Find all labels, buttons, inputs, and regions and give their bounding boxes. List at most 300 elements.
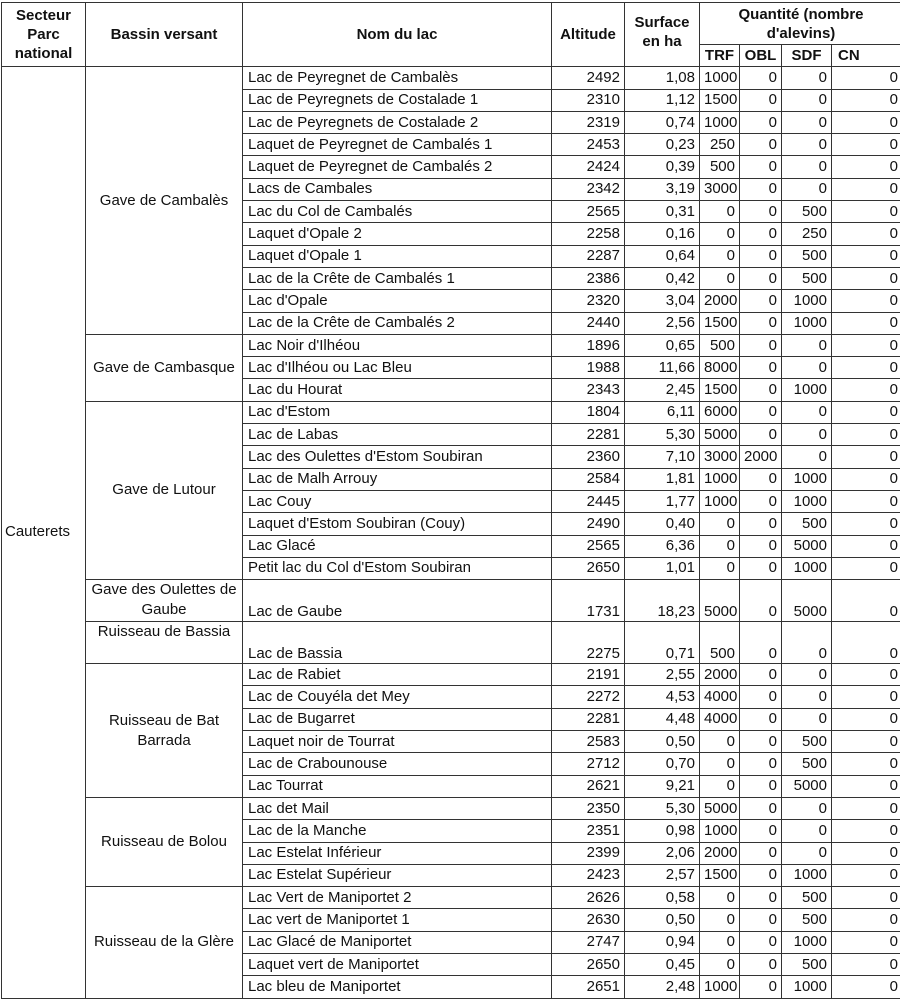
sdf-cell: 1000 bbox=[782, 976, 832, 998]
trf-cell: 2000 bbox=[700, 290, 740, 312]
sdf-cell: 500 bbox=[782, 513, 832, 535]
altitude-cell: 2747 bbox=[552, 931, 625, 953]
sdf-cell: 1000 bbox=[782, 490, 832, 512]
altitude-cell: 2565 bbox=[552, 535, 625, 557]
obl-cell: 0 bbox=[740, 468, 782, 490]
sdf-cell: 0 bbox=[782, 111, 832, 133]
altitude-cell: 2440 bbox=[552, 312, 625, 334]
altitude-cell: 2424 bbox=[552, 156, 625, 178]
altitude-cell: 2626 bbox=[552, 887, 625, 909]
obl-cell: 0 bbox=[740, 557, 782, 579]
surface-cell: 1,01 bbox=[625, 557, 700, 579]
altitude-cell: 2583 bbox=[552, 731, 625, 753]
trf-cell: 6000 bbox=[700, 401, 740, 423]
obl-cell: 0 bbox=[740, 379, 782, 401]
altitude-cell: 2360 bbox=[552, 446, 625, 468]
sdf-cell: 5000 bbox=[782, 535, 832, 557]
obl-cell: 0 bbox=[740, 156, 782, 178]
obl-cell: 0 bbox=[740, 775, 782, 797]
surface-cell: 0,42 bbox=[625, 267, 700, 289]
altitude-cell: 2584 bbox=[552, 468, 625, 490]
surface-cell: 2,55 bbox=[625, 664, 700, 686]
obl-cell: 0 bbox=[740, 664, 782, 686]
obl-cell: 0 bbox=[740, 267, 782, 289]
lake-name-cell: Lac de la Crête de Cambalés 1 bbox=[243, 267, 552, 289]
trf-cell: 3000 bbox=[700, 178, 740, 200]
surface-cell: 1,81 bbox=[625, 468, 700, 490]
sdf-cell: 0 bbox=[782, 664, 832, 686]
cn-cell: 0 bbox=[832, 89, 900, 111]
lake-name-cell: Lac Tourrat bbox=[243, 775, 552, 797]
cn-cell: 0 bbox=[832, 401, 900, 423]
altitude-cell: 2490 bbox=[552, 513, 625, 535]
trf-cell: 0 bbox=[700, 201, 740, 223]
table-row bbox=[2, 797, 900, 819]
surface-cell: 0,98 bbox=[625, 820, 700, 842]
table-row bbox=[2, 887, 900, 909]
cn-cell: 0 bbox=[832, 953, 900, 975]
surface-cell: 2,48 bbox=[625, 976, 700, 998]
header-lac: Nom du lac bbox=[243, 3, 552, 67]
obl-cell: 0 bbox=[740, 686, 782, 708]
lake-name-cell: Lac du Col de Cambalés bbox=[243, 201, 552, 223]
cn-cell: 0 bbox=[832, 864, 900, 886]
altitude-cell: 2492 bbox=[552, 67, 625, 89]
surface-cell: 0,50 bbox=[625, 731, 700, 753]
sdf-cell: 0 bbox=[782, 686, 832, 708]
table-row bbox=[2, 401, 900, 423]
altitude-cell: 2650 bbox=[552, 557, 625, 579]
header-secteur: Secteur Parc national bbox=[2, 3, 86, 67]
trf-cell: 0 bbox=[700, 887, 740, 909]
obl-cell: 0 bbox=[740, 864, 782, 886]
sdf-cell: 0 bbox=[782, 67, 832, 89]
surface-cell: 0,40 bbox=[625, 513, 700, 535]
altitude-cell: 2342 bbox=[552, 178, 625, 200]
cn-cell: 0 bbox=[832, 490, 900, 512]
lake-name-cell: Laquet d'Opale 1 bbox=[243, 245, 552, 267]
sdf-cell: 1000 bbox=[782, 468, 832, 490]
lake-name-cell: Lac de Gaube bbox=[243, 580, 552, 622]
lake-name-cell: Lac du Hourat bbox=[243, 379, 552, 401]
altitude-cell: 2351 bbox=[552, 820, 625, 842]
cn-cell: 0 bbox=[832, 797, 900, 819]
obl-cell: 0 bbox=[740, 708, 782, 730]
trf-cell: 4000 bbox=[700, 708, 740, 730]
surface-cell: 5,30 bbox=[625, 424, 700, 446]
obl-cell: 0 bbox=[740, 931, 782, 953]
bassin-cell: Gave de Lutour bbox=[86, 401, 243, 579]
cn-cell: 0 bbox=[832, 909, 900, 931]
header-altitude: Altitude bbox=[552, 3, 625, 67]
sdf-cell: 500 bbox=[782, 953, 832, 975]
trf-cell: 250 bbox=[700, 134, 740, 156]
bassin-cell: Gave de Cambasque bbox=[86, 334, 243, 401]
sdf-cell: 500 bbox=[782, 731, 832, 753]
altitude-cell: 1731 bbox=[552, 580, 625, 622]
trf-cell: 1500 bbox=[700, 864, 740, 886]
trf-cell: 5000 bbox=[700, 424, 740, 446]
obl-cell: 0 bbox=[740, 334, 782, 356]
altitude-cell: 1804 bbox=[552, 401, 625, 423]
lake-name-cell: Lacs de Cambales bbox=[243, 178, 552, 200]
header-obl: OBL bbox=[740, 45, 782, 67]
surface-cell: 4,48 bbox=[625, 708, 700, 730]
trf-cell: 0 bbox=[700, 753, 740, 775]
cn-cell: 0 bbox=[832, 622, 900, 664]
lake-name-cell: Lac Couy bbox=[243, 490, 552, 512]
trf-cell: 0 bbox=[700, 557, 740, 579]
lakes-stocking-table bbox=[1, 2, 900, 999]
trf-cell: 1500 bbox=[700, 379, 740, 401]
cn-cell: 0 bbox=[832, 820, 900, 842]
cn-cell: 0 bbox=[832, 201, 900, 223]
sdf-cell: 1000 bbox=[782, 290, 832, 312]
bassin-cell: Gave des Oulettes de Gaube bbox=[86, 580, 243, 622]
header-trf: TRF bbox=[700, 45, 740, 67]
cn-cell: 0 bbox=[832, 580, 900, 622]
trf-cell: 0 bbox=[700, 267, 740, 289]
trf-cell: 0 bbox=[700, 953, 740, 975]
trf-cell: 0 bbox=[700, 775, 740, 797]
altitude-cell: 2423 bbox=[552, 864, 625, 886]
altitude-cell: 2281 bbox=[552, 424, 625, 446]
lake-name-cell: Lac de Rabiet bbox=[243, 664, 552, 686]
obl-cell: 0 bbox=[740, 797, 782, 819]
cn-cell: 0 bbox=[832, 842, 900, 864]
obl-cell: 0 bbox=[740, 887, 782, 909]
trf-cell: 1000 bbox=[700, 490, 740, 512]
sdf-cell: 0 bbox=[782, 134, 832, 156]
lake-name-cell: Laquet d'Opale 2 bbox=[243, 223, 552, 245]
altitude-cell: 2319 bbox=[552, 111, 625, 133]
obl-cell: 0 bbox=[740, 178, 782, 200]
trf-cell: 2000 bbox=[700, 842, 740, 864]
lake-name-cell: Lac Glacé bbox=[243, 535, 552, 557]
altitude-cell: 2651 bbox=[552, 976, 625, 998]
obl-cell: 0 bbox=[740, 424, 782, 446]
lake-name-cell: Laquet de Peyregnet de Cambalés 1 bbox=[243, 134, 552, 156]
trf-cell: 0 bbox=[700, 535, 740, 557]
sdf-cell: 500 bbox=[782, 887, 832, 909]
lake-name-cell: Lac Noir d'Ilhéou bbox=[243, 334, 552, 356]
trf-cell: 1000 bbox=[700, 111, 740, 133]
lake-name-cell: Lac Estelat Inférieur bbox=[243, 842, 552, 864]
cn-cell: 0 bbox=[832, 468, 900, 490]
trf-cell: 2000 bbox=[700, 664, 740, 686]
altitude-cell: 2281 bbox=[552, 708, 625, 730]
cn-cell: 0 bbox=[832, 290, 900, 312]
obl-cell: 0 bbox=[740, 111, 782, 133]
cn-cell: 0 bbox=[832, 267, 900, 289]
surface-cell: 0,45 bbox=[625, 953, 700, 975]
lake-name-cell: Lac d'Ilhéou ou Lac Bleu bbox=[243, 357, 552, 379]
lake-name-cell: Lac det Mail bbox=[243, 797, 552, 819]
altitude-cell: 2350 bbox=[552, 797, 625, 819]
header-bassin: Bassin versant bbox=[86, 3, 243, 67]
altitude-cell: 2272 bbox=[552, 686, 625, 708]
bassin-cell: Ruisseau de Bassia bbox=[86, 622, 243, 664]
sdf-cell: 1000 bbox=[782, 931, 832, 953]
sdf-cell: 0 bbox=[782, 178, 832, 200]
surface-cell: 0,23 bbox=[625, 134, 700, 156]
cn-cell: 0 bbox=[832, 931, 900, 953]
altitude-cell: 2191 bbox=[552, 664, 625, 686]
obl-cell: 0 bbox=[740, 753, 782, 775]
cn-cell: 0 bbox=[832, 245, 900, 267]
surface-cell: 0,31 bbox=[625, 201, 700, 223]
altitude-cell: 2445 bbox=[552, 490, 625, 512]
surface-cell: 0,50 bbox=[625, 909, 700, 931]
surface-cell: 2,57 bbox=[625, 864, 700, 886]
trf-cell: 0 bbox=[700, 223, 740, 245]
surface-cell: 0,70 bbox=[625, 753, 700, 775]
surface-cell: 5,30 bbox=[625, 797, 700, 819]
trf-cell: 3000 bbox=[700, 446, 740, 468]
sdf-cell: 5000 bbox=[782, 580, 832, 622]
altitude-cell: 2453 bbox=[552, 134, 625, 156]
cn-cell: 0 bbox=[832, 557, 900, 579]
obl-cell: 0 bbox=[740, 134, 782, 156]
trf-cell: 0 bbox=[700, 731, 740, 753]
obl-cell: 0 bbox=[740, 290, 782, 312]
altitude-cell: 1988 bbox=[552, 357, 625, 379]
obl-cell: 0 bbox=[740, 223, 782, 245]
lake-name-cell: Lac de Bassia bbox=[243, 622, 552, 664]
lake-name-cell: Lac vert de Maniportet 1 bbox=[243, 909, 552, 931]
bassin-cell: Gave de Cambalès bbox=[86, 67, 243, 335]
obl-cell: 0 bbox=[740, 67, 782, 89]
sdf-cell: 5000 bbox=[782, 775, 832, 797]
trf-cell: 0 bbox=[700, 931, 740, 953]
surface-cell: 0,64 bbox=[625, 245, 700, 267]
trf-cell: 0 bbox=[700, 245, 740, 267]
surface-cell: 6,36 bbox=[625, 535, 700, 557]
surface-cell: 2,56 bbox=[625, 312, 700, 334]
lake-name-cell: Lac de Peyregnet de Cambalès bbox=[243, 67, 552, 89]
header-cn: CN bbox=[832, 45, 900, 67]
altitude-cell: 2630 bbox=[552, 909, 625, 931]
lake-name-cell: Lac Vert de Maniportet 2 bbox=[243, 887, 552, 909]
table-body bbox=[2, 67, 900, 998]
altitude-cell: 1896 bbox=[552, 334, 625, 356]
trf-cell: 1000 bbox=[700, 67, 740, 89]
lake-name-cell: Lac Estelat Supérieur bbox=[243, 864, 552, 886]
surface-cell: 0,74 bbox=[625, 111, 700, 133]
cn-cell: 0 bbox=[832, 753, 900, 775]
lake-name-cell: Laquet de Peyregnet de Cambalés 2 bbox=[243, 156, 552, 178]
trf-cell: 5000 bbox=[700, 580, 740, 622]
cn-cell: 0 bbox=[832, 976, 900, 998]
surface-cell: 1,77 bbox=[625, 490, 700, 512]
trf-cell: 1000 bbox=[700, 820, 740, 842]
lake-name-cell: Lac des Oulettes d'Estom Soubiran bbox=[243, 446, 552, 468]
table-row bbox=[2, 334, 900, 356]
obl-cell: 0 bbox=[740, 513, 782, 535]
obl-cell: 0 bbox=[740, 490, 782, 512]
obl-cell: 2000 bbox=[740, 446, 782, 468]
lake-name-cell: Lac de Peyregnets de Costalade 2 bbox=[243, 111, 552, 133]
cn-cell: 0 bbox=[832, 334, 900, 356]
lake-name-cell: Lac bleu de Maniportet bbox=[243, 976, 552, 998]
obl-cell: 0 bbox=[740, 535, 782, 557]
lake-name-cell: Lac de Couyéla det Mey bbox=[243, 686, 552, 708]
surface-cell: 0,71 bbox=[625, 622, 700, 664]
obl-cell: 0 bbox=[740, 89, 782, 111]
bassin-cell: Ruisseau de Bat Barrada bbox=[86, 664, 243, 798]
sdf-cell: 1000 bbox=[782, 557, 832, 579]
cn-cell: 0 bbox=[832, 223, 900, 245]
altitude-cell: 2310 bbox=[552, 89, 625, 111]
altitude-cell: 2320 bbox=[552, 290, 625, 312]
secteur-cell: Cauterets bbox=[2, 67, 86, 998]
altitude-cell: 2399 bbox=[552, 842, 625, 864]
sdf-cell: 0 bbox=[782, 401, 832, 423]
obl-cell: 0 bbox=[740, 245, 782, 267]
trf-cell: 1500 bbox=[700, 312, 740, 334]
altitude-cell: 2275 bbox=[552, 622, 625, 664]
lake-name-cell: Laquet vert de Maniportet bbox=[243, 953, 552, 975]
header-sdf: SDF bbox=[782, 45, 832, 67]
cn-cell: 0 bbox=[832, 111, 900, 133]
surface-cell: 0,39 bbox=[625, 156, 700, 178]
altitude-cell: 2258 bbox=[552, 223, 625, 245]
trf-cell: 5000 bbox=[700, 797, 740, 819]
surface-cell: 1,08 bbox=[625, 67, 700, 89]
lake-name-cell: Lac de Peyregnets de Costalade 1 bbox=[243, 89, 552, 111]
altitude-cell: 2565 bbox=[552, 201, 625, 223]
obl-cell: 0 bbox=[740, 953, 782, 975]
cn-cell: 0 bbox=[832, 887, 900, 909]
lake-name-cell: Laquet noir de Tourrat bbox=[243, 731, 552, 753]
sdf-cell: 500 bbox=[782, 909, 832, 931]
surface-cell: 3,19 bbox=[625, 178, 700, 200]
sdf-cell: 0 bbox=[782, 334, 832, 356]
trf-cell: 500 bbox=[700, 334, 740, 356]
sdf-cell: 1000 bbox=[782, 379, 832, 401]
sdf-cell: 0 bbox=[782, 842, 832, 864]
trf-cell: 0 bbox=[700, 513, 740, 535]
cn-cell: 0 bbox=[832, 686, 900, 708]
lake-name-cell: Lac de Crabounouse bbox=[243, 753, 552, 775]
surface-cell: 4,53 bbox=[625, 686, 700, 708]
surface-cell: 11,66 bbox=[625, 357, 700, 379]
sdf-cell: 0 bbox=[782, 797, 832, 819]
lake-name-cell: Lac de la Crête de Cambalés 2 bbox=[243, 312, 552, 334]
cn-cell: 0 bbox=[832, 535, 900, 557]
surface-cell: 18,23 bbox=[625, 580, 700, 622]
cn-cell: 0 bbox=[832, 156, 900, 178]
sdf-cell: 500 bbox=[782, 201, 832, 223]
obl-cell: 0 bbox=[740, 622, 782, 664]
table-row bbox=[2, 664, 900, 686]
sdf-cell: 500 bbox=[782, 753, 832, 775]
cn-cell: 0 bbox=[832, 67, 900, 89]
cn-cell: 0 bbox=[832, 708, 900, 730]
altitude-cell: 2386 bbox=[552, 267, 625, 289]
bassin-cell: Ruisseau de la Glère bbox=[86, 887, 243, 998]
table-row bbox=[2, 580, 900, 622]
cn-cell: 0 bbox=[832, 424, 900, 446]
lake-name-cell: Petit lac du Col d'Estom Soubiran bbox=[243, 557, 552, 579]
sdf-cell: 250 bbox=[782, 223, 832, 245]
obl-cell: 0 bbox=[740, 820, 782, 842]
altitude-cell: 2650 bbox=[552, 953, 625, 975]
table-row bbox=[2, 67, 900, 89]
cn-cell: 0 bbox=[832, 446, 900, 468]
surface-cell: 0,94 bbox=[625, 931, 700, 953]
surface-cell: 3,04 bbox=[625, 290, 700, 312]
cn-cell: 0 bbox=[832, 775, 900, 797]
sdf-cell: 500 bbox=[782, 245, 832, 267]
cn-cell: 0 bbox=[832, 312, 900, 334]
surface-cell: 9,21 bbox=[625, 775, 700, 797]
sdf-cell: 0 bbox=[782, 446, 832, 468]
obl-cell: 0 bbox=[740, 580, 782, 622]
sdf-cell: 0 bbox=[782, 622, 832, 664]
obl-cell: 0 bbox=[740, 201, 782, 223]
sdf-cell: 0 bbox=[782, 89, 832, 111]
lake-name-cell: Lac Glacé de Maniportet bbox=[243, 931, 552, 953]
trf-cell: 1000 bbox=[700, 468, 740, 490]
trf-cell: 8000 bbox=[700, 357, 740, 379]
cn-cell: 0 bbox=[832, 357, 900, 379]
trf-cell: 1500 bbox=[700, 89, 740, 111]
sdf-cell: 0 bbox=[782, 708, 832, 730]
sdf-cell: 0 bbox=[782, 357, 832, 379]
header-quantite: Quantité (nombre d'alevins) bbox=[700, 3, 900, 45]
obl-cell: 0 bbox=[740, 312, 782, 334]
altitude-cell: 2712 bbox=[552, 753, 625, 775]
obl-cell: 0 bbox=[740, 909, 782, 931]
sdf-cell: 500 bbox=[782, 267, 832, 289]
sdf-cell: 0 bbox=[782, 820, 832, 842]
lake-name-cell: Lac d'Estom bbox=[243, 401, 552, 423]
lake-name-cell: Lac de Labas bbox=[243, 424, 552, 446]
lake-name-cell: Lac de la Manche bbox=[243, 820, 552, 842]
surface-cell: 1,12 bbox=[625, 89, 700, 111]
cn-cell: 0 bbox=[832, 134, 900, 156]
sdf-cell: 1000 bbox=[782, 864, 832, 886]
cn-cell: 0 bbox=[832, 731, 900, 753]
obl-cell: 0 bbox=[740, 401, 782, 423]
sdf-cell: 0 bbox=[782, 156, 832, 178]
sdf-cell: 1000 bbox=[782, 312, 832, 334]
table-row bbox=[2, 622, 900, 664]
surface-cell: 0,65 bbox=[625, 334, 700, 356]
obl-cell: 0 bbox=[740, 731, 782, 753]
altitude-cell: 2621 bbox=[552, 775, 625, 797]
obl-cell: 0 bbox=[740, 976, 782, 998]
altitude-cell: 2287 bbox=[552, 245, 625, 267]
surface-cell: 0,16 bbox=[625, 223, 700, 245]
surface-cell: 6,11 bbox=[625, 401, 700, 423]
trf-cell: 0 bbox=[700, 909, 740, 931]
header-surface: Surface en ha bbox=[625, 3, 700, 67]
bassin-cell: Ruisseau de Bolou bbox=[86, 797, 243, 886]
lake-name-cell: Lac d'Opale bbox=[243, 290, 552, 312]
obl-cell: 0 bbox=[740, 357, 782, 379]
lake-name-cell: Lac de Malh Arrouy bbox=[243, 468, 552, 490]
cn-cell: 0 bbox=[832, 178, 900, 200]
sdf-cell: 0 bbox=[782, 424, 832, 446]
trf-cell: 500 bbox=[700, 156, 740, 178]
cn-cell: 0 bbox=[832, 664, 900, 686]
lake-name-cell: Lac de Bugarret bbox=[243, 708, 552, 730]
surface-cell: 2,45 bbox=[625, 379, 700, 401]
surface-cell: 7,10 bbox=[625, 446, 700, 468]
trf-cell: 500 bbox=[700, 622, 740, 664]
